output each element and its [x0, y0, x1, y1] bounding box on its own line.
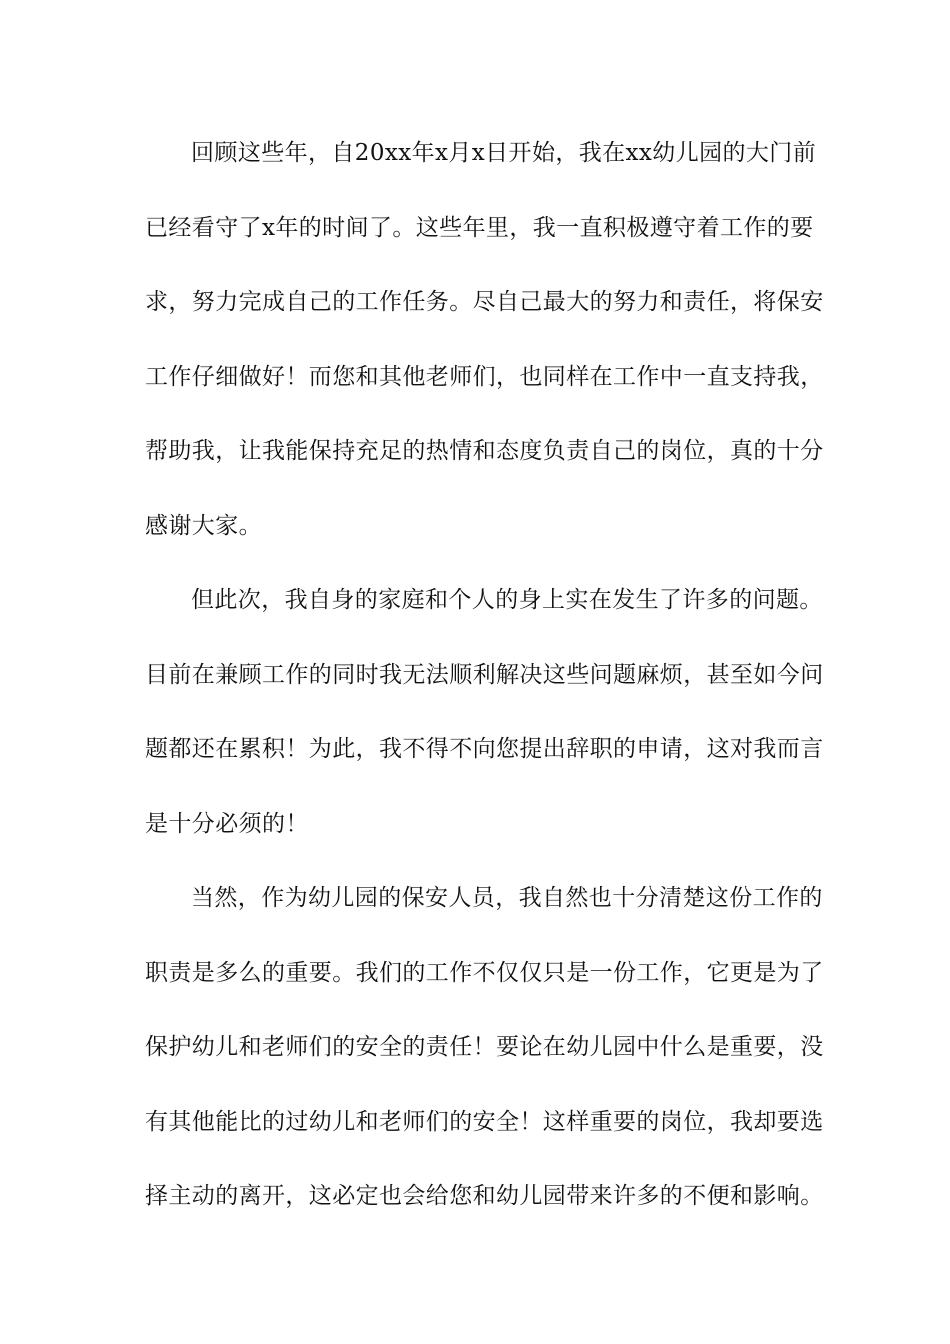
paragraph-3-line-1: 当然，作为幼儿园的保安人员，我自然也十分清楚这份工作的	[191, 885, 823, 911]
paragraph-3-line-5: 择主动的离开，这必定也会给您和幼儿园带来许多的不便和影响。	[145, 1183, 824, 1209]
paragraph-1-line-3: 求，努力完成自己的工作任务。尽自己最大的努力和责任，将保安	[145, 289, 824, 315]
paragraph-2-line-1: 但此次，我自身的家庭和个人的身上实在发生了许多的问题。	[191, 587, 823, 613]
paragraph-1-line-5: 帮助我，让我能保持充足的热情和态度负责自己的岗位，真的十分	[145, 438, 824, 464]
paragraph-1-line-4: 工作仔细做好！而您和其他老师们，也同样在工作中一直支持我，	[145, 363, 824, 390]
paragraph-3-line-2: 职责是多么的重要。我们的工作不仅仅只是一份工作，它更是为了	[145, 959, 824, 986]
paragraph-2-line-3: 题都还在累积！为此，我不得不向您提出辞职的申请，这对我而言	[145, 736, 824, 762]
paragraph-3-line-4: 有其他能比的过幼儿和老师们的安全！这样重要的岗位，我却要选	[145, 1108, 824, 1135]
paragraph-1-line-6: 感谢大家。	[145, 512, 262, 539]
document-body	[145, 131, 824, 1249]
paragraph-2-line-4: 是十分必须的！	[145, 810, 309, 837]
paragraph-3-line-3: 保护幼儿和老师们的安全的责任！要论在幼儿园中什么是重要，没	[145, 1034, 824, 1060]
paragraph-1-line-1: 回顾这些年，自20xx年x月x日开始，我在xx幼儿园的大门前	[191, 140, 817, 166]
paragraph-1-line-2: 已经看守了x年的时间了。这些年里，我一直积极遵守着工作的要	[145, 214, 814, 241]
paragraph-2-line-2: 目前在兼顾工作的同时我无法顺利解决这些问题麻烦，甚至如今问	[145, 661, 824, 688]
